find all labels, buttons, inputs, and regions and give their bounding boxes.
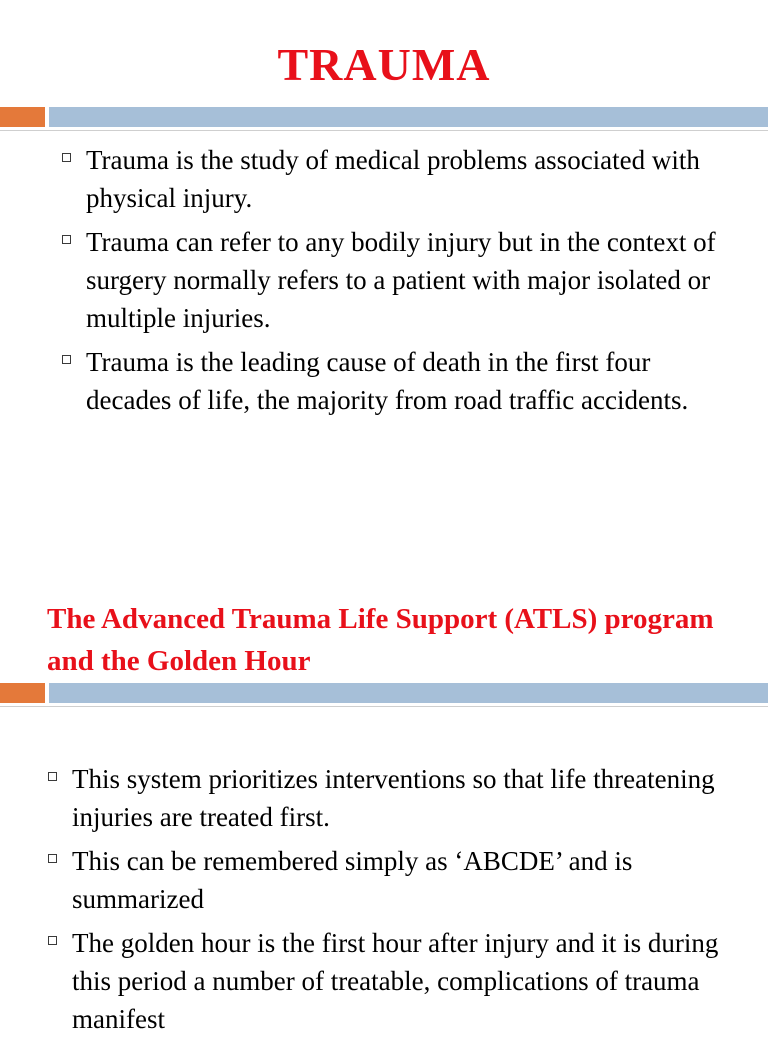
band-orange-block <box>0 107 45 127</box>
band-orange-block <box>0 683 45 703</box>
band-rule <box>0 706 768 707</box>
bullet-text: The golden hour is the first hour after injury and it is during this period a number of treatable, complications of trauma manifest <box>72 928 719 1034</box>
square-bullet-icon <box>48 936 57 945</box>
square-bullet-icon <box>62 235 71 244</box>
bullet-text: This system prioritizes interventions so that life threatening injuries are treated first. <box>72 764 715 832</box>
square-bullet-icon <box>48 772 57 781</box>
bullet-text: Trauma can refer to any bodily injury but in the context of surgery normally refers to a patient with major isolated or multiple injuries. <box>86 227 716 333</box>
bullet-item <box>48 842 748 918</box>
bullet-text: Trauma is the leading cause of death in the first four decades of life, the majority from road traffic accidents. <box>86 347 689 415</box>
bullet-item <box>62 223 742 337</box>
band-blue-bar <box>49 683 768 703</box>
square-bullet-icon <box>62 355 71 364</box>
square-bullet-icon <box>62 153 71 162</box>
square-bullet-icon <box>48 854 57 863</box>
title-band <box>0 683 768 703</box>
bullet-item <box>62 343 742 419</box>
bullet-text: This can be remembered simply as ‘ABCDE’ and is summarized <box>72 846 633 914</box>
title-band <box>0 107 768 127</box>
slide-title: The Advanced Trauma Life Support (ATLS) program and the Golden Hour <box>47 603 714 677</box>
bullet-list <box>48 760 748 1044</box>
slide-atls <box>0 560 768 1034</box>
band-rule <box>0 130 768 131</box>
bullet-item <box>48 924 748 1038</box>
band-blue-bar <box>49 107 768 127</box>
slide-title: TRAUMA <box>277 39 491 90</box>
bullet-item <box>48 760 748 836</box>
bullet-text: Trauma is the study of medical problems associated with physical injury. <box>86 145 700 213</box>
bullet-list <box>62 141 742 425</box>
bullet-item <box>62 141 742 217</box>
